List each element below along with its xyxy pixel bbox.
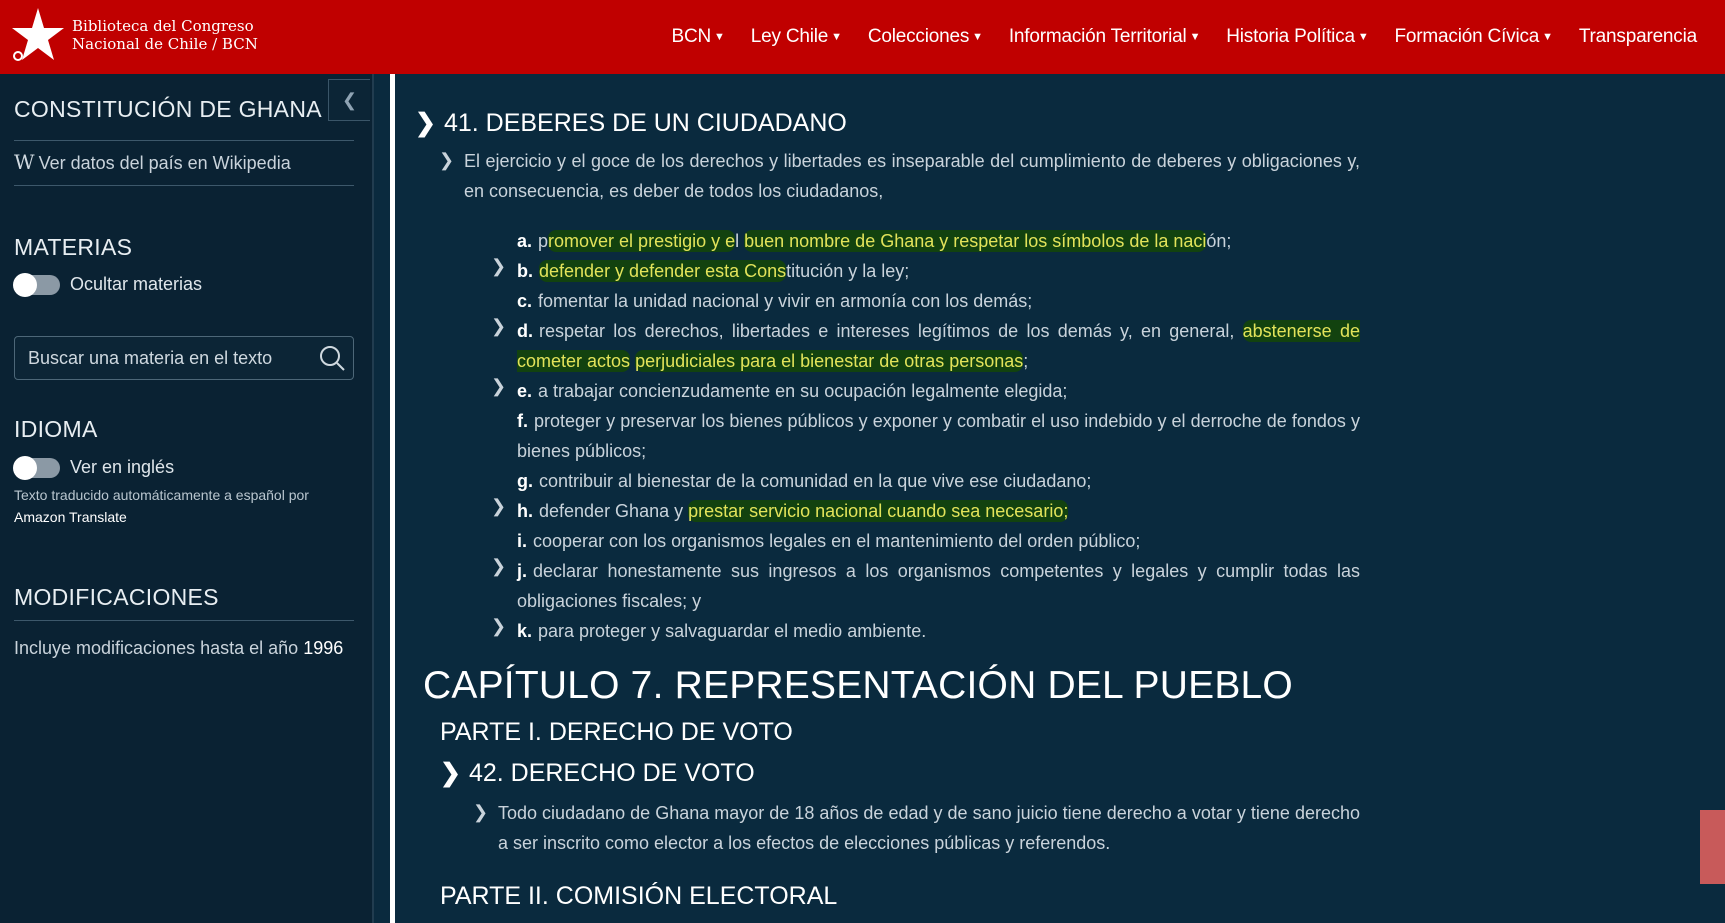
- idioma-heading: IDIOMA: [14, 416, 98, 442]
- divider: [14, 140, 354, 141]
- feedback-tab[interactable]: [1700, 810, 1725, 884]
- nav-transparencia[interactable]: Transparencia: [1578, 26, 1697, 47]
- list-item-a: a. promover el prestigio y el buen nombre de Ghana y respetar los símbolos de la nación;: [517, 231, 1232, 251]
- wikipedia-icon: W: [14, 150, 35, 174]
- materia-search-input[interactable]: Buscar una materia en el texto: [14, 336, 354, 380]
- list-item-e: e. a trabajar concienzudamente en su ocupación legalmente elegida;: [517, 381, 1068, 401]
- list-item-k: k. para proteger y salvaguardar el medio ambiente.: [517, 621, 927, 641]
- list-item-f: f. proteger y preservar los bienes públicos y exponer y combatir el uso indebido y el derroche de fondos y bienes públicos;: [517, 411, 1360, 461]
- caret-down-icon: ▼: [1357, 31, 1369, 43]
- hide-materias-label: Ocultar materias: [70, 274, 203, 294]
- materias-heading: MATERIAS: [14, 234, 133, 260]
- wikipedia-link[interactable]: W Ver datos del país en Wikipedia: [14, 150, 291, 174]
- section-42-text: Todo ciudadano de Ghana mayor de 18 años de edad y de sano juicio tiene derecho a votar y tiene derecho a ser inscrito como elector a los efectos de elecciones públicas y referendos.: [498, 803, 1360, 853]
- main-content: [395, 74, 1725, 923]
- star-logo-icon: [10, 6, 66, 64]
- divider: [14, 185, 354, 186]
- list-item-d: d. respetar los derechos, libertades e intereses legítimos de los demás y, en general, abstenerse de cometer actos perjudiciales para el bienestar de otras personas;: [517, 321, 1360, 371]
- chevron-right-icon[interactable]: ❯: [439, 150, 455, 170]
- nav-ley-chile[interactable]: Ley Chile ▼: [750, 26, 842, 47]
- chevron-right-icon: ❯: [415, 109, 436, 137]
- translate-provider: Amazon Translate: [14, 509, 127, 525]
- list-item-b: b. defender y defender esta Constitución y la ley;: [517, 261, 910, 281]
- list-item-g: g. contribuir al bienestar de la comunidad en la que vive ese ciudadano;: [517, 471, 1092, 491]
- caret-down-icon: ▼: [1542, 31, 1553, 43]
- nav-colecciones[interactable]: Colecciones ▼: [867, 26, 983, 47]
- english-toggle[interactable]: [14, 458, 60, 478]
- translate-note: Texto traducido automáticamente a español por: [14, 487, 309, 503]
- list-item-j: j. declarar honestamente sus ingresos a los organismos competentes y legales y cumplir todas las obligaciones fiscales; y: [517, 561, 1360, 611]
- hide-materias-toggle[interactable]: [14, 275, 60, 295]
- section-41-intro: El ejercicio y el goce de los derechos y libertades es inseparable del cumplimiento de deberes y obligaciones y, en consecuencia, es deber de todos los ciudadanos,: [464, 151, 1360, 201]
- chevron-right-icon[interactable]: ❯: [491, 616, 507, 636]
- list-item-c: c. fomentar la unidad nacional y vivir en armonía con los demás;: [517, 291, 1033, 311]
- chevron-right-icon[interactable]: ❯: [491, 376, 507, 396]
- logo-line-2: Nacional de Chile / BCN: [72, 35, 258, 53]
- chevron-right-icon[interactable]: ❯: [491, 256, 507, 276]
- nav-bcn[interactable]: BCN ▼: [671, 26, 725, 47]
- chevron-right-icon[interactable]: ❯: [491, 316, 507, 336]
- caret-down-icon: ▼: [972, 31, 983, 43]
- nav-historia-politica[interactable]: Historia Política ▼: [1226, 26, 1369, 47]
- main-nav: [672, 0, 1725, 74]
- top-navbar: [0, 0, 1725, 74]
- section-42-heading[interactable]: ❯ 42. DERECHO DE VOTO: [440, 759, 755, 787]
- list-item-i: i. cooperar con los organismos legales en el mantenimiento del orden público;: [517, 531, 1141, 551]
- chevron-left-icon: ❮: [341, 89, 358, 110]
- sidebar-title: CONSTITUCIÓN DE GHANA: [14, 96, 322, 122]
- chevron-right-icon: ❯: [440, 759, 461, 787]
- nav-formacion-civica[interactable]: Formación Cívica ▼: [1394, 26, 1553, 47]
- chevron-right-icon[interactable]: ❯: [491, 496, 507, 516]
- caret-down-icon: ▼: [1189, 31, 1201, 43]
- list-item-h: h. defender Ghana y prestar servicio nacional cuando sea necesario;: [517, 501, 1069, 521]
- sidebar: [0, 74, 372, 923]
- english-label: Ver en inglés: [70, 457, 175, 477]
- nav-informacion-territorial[interactable]: Información Territorial ▼: [1008, 26, 1201, 47]
- bcn-logo[interactable]: [10, 6, 258, 64]
- search-icon[interactable]: [317, 343, 347, 373]
- section-41-heading[interactable]: ❯ 41. DEBERES DE UN CIUDADANO: [415, 109, 847, 137]
- caret-down-icon: ▼: [831, 31, 842, 43]
- chapter-7-heading: CAPÍTULO 7. REPRESENTACIÓN DEL PUEBLO: [423, 664, 1293, 707]
- caret-down-icon: ▼: [714, 31, 725, 43]
- modificaciones-heading: MODIFICACIONES: [14, 584, 219, 610]
- logo-line-1: Biblioteca del Congreso: [72, 17, 254, 35]
- sidebar-border: [372, 74, 374, 923]
- divider: [14, 620, 354, 621]
- chevron-right-icon[interactable]: ❯: [491, 556, 507, 576]
- chevron-right-icon[interactable]: ❯: [473, 802, 489, 822]
- collapse-sidebar-button[interactable]: [328, 79, 370, 121]
- part-1-heading: PARTE I. DERECHO DE VOTO: [440, 718, 793, 746]
- modificaciones-text: Incluye modificaciones hasta el año 1996: [14, 638, 344, 658]
- part-2-heading: PARTE II. COMISIÓN ELECTORAL: [440, 882, 838, 910]
